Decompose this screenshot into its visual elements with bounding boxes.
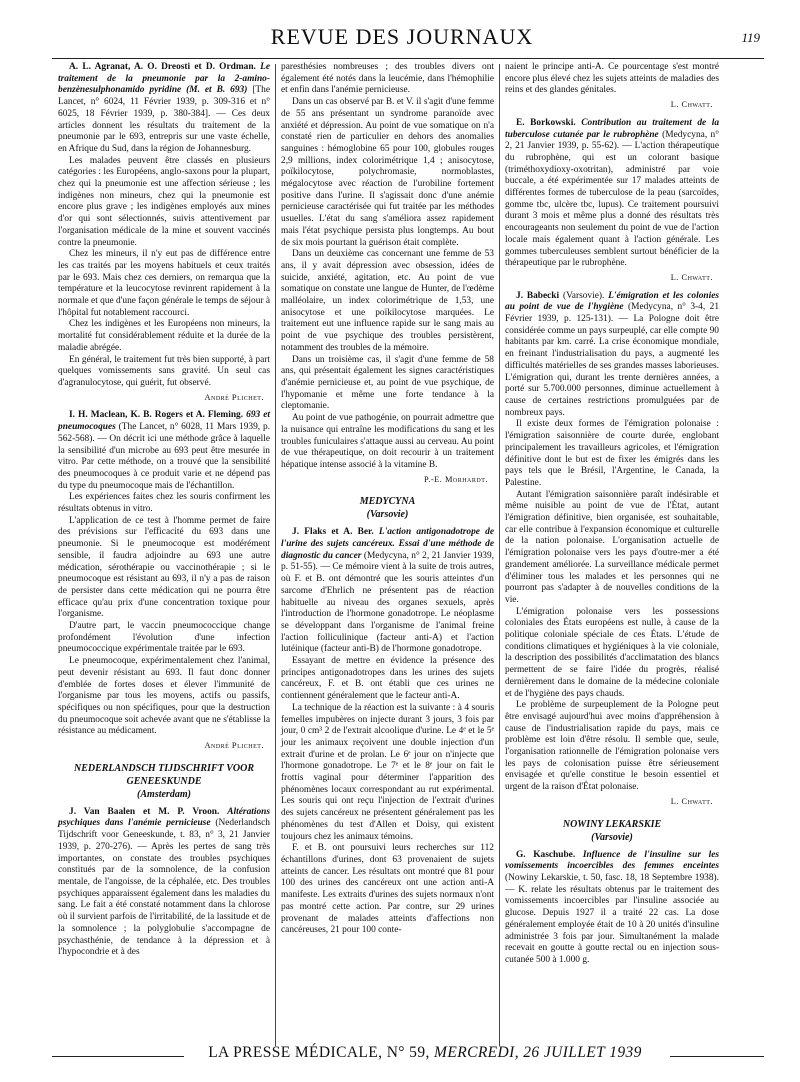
- article-van-baalen-cont: [281, 62, 494, 485]
- signature: André Plichet.: [204, 392, 264, 402]
- footer-journal: LA PRESSE MÉDICALE, N° 59,: [208, 1044, 430, 1061]
- article-text: Les expériences faites chez les souris confirment les résultats obtenus in vitro.: [58, 492, 270, 515]
- column-1: [58, 62, 270, 965]
- article-text: La technique de la réaction est la suivante : à 4 souris femelles impubères on injecte durant 3 jours, 3 fois par jour, 0 cm³ 2 de l'extrait alcoolique d'urine. Le 4ᵉ et le 5ᵉ jour les animaux reçoivent une double injection d'un extrait d'urine et de prolan. Le 6ᵉ jour on n'injecte que l'hormone gonadotrope. Le 7ᵉ et le 8ᵉ jour on fait le frottis vaginal pour déterminer l'apparition des phénomènes locaux correspondant au rut expérimental. Les souris qui ont reçu l'injection de l'extrait d'urines des sujets cancéreux ne présentent généralement pas les phénomènes du test d'Allen et Doisy, qui existent toujours chez les animaux témoins.: [281, 702, 494, 842]
- article-text: Chez les mineurs, il n'y eut pas de différence entre les cas traités par les moyens habituels et ceux traités par le 693. Mais chez ces derniers, on remarqua que la température et la leucocytose revinrent rapidement à la normale et que d'une façon générale le temps de séjour à l'hôpital fut notablement raccourci.: [58, 249, 271, 318]
- article-flaks-cont: [505, 62, 719, 111]
- article-text: Les malades peuvent être classés en plusieurs catégories : les Européens, anglo-saxons pour la plupart, chez qui la pneumonie est une affection sérieuse ; les indigènes non mineurs, chez qui la pneumonie est encore plus grave ; les indigènes employés aux mines d'or qui sont sélectionnés, suivis attentivement par l'organisation médicale de la mine et souvent vaccinés contre la pneumonie.: [58, 155, 270, 248]
- column-divider: [499, 64, 500, 1046]
- article-text: En général, le traitement fut très bien supporté, à part quelques vomissements sans gravité. Un seul cas d'agranulocytose, qui guérit, fut observé.: [58, 354, 270, 388]
- article-maclean: [58, 410, 270, 751]
- article-agranat: [58, 62, 270, 403]
- article-kaschube: [505, 850, 719, 967]
- article-text: Dans un troisième cas, il s'agit d'une femme de 58 ans, qui présentait également les signes caractéristiques d'anémie pernicieuse et, au point de vue psychique, de l'hypomanie et même une forte tendance à la cleptomanie.: [281, 354, 494, 412]
- article-text: Autant l'émigration saisonnière paraît indésirable et même nuisible au point de vue de l'État, autant l'émigration définitive, bien organisée, est souhaitable, car elle contribue à l'expansion économique et culturelle de la nation polonaise. L'organisation actuelle de l'émigration polonaise vers les pays d'outre-mer a été grandement améliorée. La surveillance médicale permet d'éliminer tous les malades et les personnes qui ne pourront pas s'adapter à de nouvelles conditions de la vie.: [505, 489, 719, 605]
- article-text: (Medycyna, n° 3-4, 21 Février 1939, p. 125-131). — La Pologne doit être considérée comme un pays surpeuplé, car elle compte 90 habitants par km. carré. La crise économique mondiale, en freinant l'industrialisation du pays, a augmenté les difficultés matérielles de ses grandes masses laborieuses. L'émigration qui, durant les trente dernières années, a porté sur 5.700.000 personnes, diminue actuellement à cause de certaines restrictions promulguées par de nombreux pays.: [505, 302, 720, 418]
- article-text: Chez les indigènes et les Européens non mineurs, la mortalité fut considérablement réduite et la durée de la maladie abrégée.: [58, 319, 270, 353]
- article-text: Dans un cas observé par B. et V. il s'agit d'une femme de 55 ans présentant un syndrome paranoïde avec anxiété et dépression. Au point de vue somatique on n'a constaté rien de particulier en dehors des anomalies sanguines : hémoglobine 65 pour 100, globules rouges 2,9 millions, index colorimétrique 1,4 ; anisocytose, poïkilocytose, polychromasie, normoblastes, mégalocytose avec réaction de l'urobiline fortement positive dans l'urine. Il s'agissait donc d'une anémie pernicieuse caractérisée qui fut traitée par les méthodes usuelles. L'état du sang s'améliora assez rapidement mais l'état psychique persista plus longtemps. Au bout de six mois pourtant la guérison était complète.: [281, 97, 494, 248]
- journal-heading: [505, 818, 719, 844]
- article-text: Il existe deux formes de l'émigration polonaise : l'émigration saisonnière de courte durée, englobant principalement les travailleurs agricoles, et l'émigration définitive dont le but est de fixer les émigrés dans les pays tels que le Brésil, l'Argentine, le Canada, la Palestine.: [505, 419, 719, 488]
- journal-place: (Varsovie): [591, 831, 633, 843]
- article-text: (The Lancet, n° 6028, 11 Mars 1939, p. 562-568). — On décrit ici une méthode grâce à laquelle la sensibilité d'un microbe au 693 peut être mesurée in vitro. Par cette méthode, on a trouvé que la sensibilité des pneumocoques à ce produit varie et ne dépend pas du type du pneumocoque mais de l'échantillon.: [58, 422, 271, 491]
- running-title: REVUE DES JOURNAUX: [270, 24, 534, 49]
- header-rule: [52, 58, 764, 59]
- signature: P.-E. Morhardt.: [424, 474, 488, 484]
- article-title: Contribution au traitement de la tuberculose cutanée par le rubrophène: [505, 117, 720, 140]
- column-divider: [275, 64, 276, 1046]
- journal-place: (Amsterdam): [137, 788, 191, 800]
- signature: L. Chwatt.: [670, 100, 713, 110]
- article-text: L'application de ce test à l'homme permet de faire des prévisions sur l'efficacité du 693 dans une pneumonie. Si le pneumocoque est modérément sensible, il faudra adjoindre au 693 une autre médication, sérothérapie ou vaccinothérapie ; si le pneumocoque est résistant au 693, il n'y a pas de raison de persister dans cette médication qui ne pourra être efficace qu'au prix d'une concentration toxique pour l'organisme.: [58, 515, 270, 620]
- article-borkowski: [505, 118, 719, 284]
- signature: L. Chwatt.: [670, 272, 713, 282]
- article-flaks: [281, 527, 494, 937]
- page-header: [40, 14, 764, 54]
- article-authors: G. Kaschube.: [516, 849, 576, 860]
- article-text: Dans un deuxième cas concernant une femme de 53 ans, il y avait dépression avec obsession, idées de suicide, anxiété, agitation, etc. Au point de vue somatique on constate une langue de Hunter, de l'œdème malléolaire, un index colorimétrique de 1,53, une anisocytose et une poïkilocytose marquées. Le traitement eut une influence rapide sur le sang mais au point de vue psychique des troubles persistèrent, notamment des troubles de la mémoire.: [281, 249, 494, 353]
- footer-date: MERCREDI, 26 JUILLET 1939: [434, 1044, 642, 1061]
- article-authors: J. Flaks et A. Ber.: [292, 527, 374, 538]
- article-text: D'autre part, le vaccin pneumococcique change profondément l'évolution d'une infection pneumococcique expérimentale traitée par le 693.: [58, 621, 270, 655]
- article-text: F. et B. ont poursuivi leurs recherches sur 112 échantillons d'urines, dont 63 provenaient de sujets atteints de cancer. Les résultats ont montré que 81 pour 100 des urines des cancéreux ont une action anti-A manifeste. Les extraits d'urines des sujets normaux n'ont pas montré cette action. Par contre, sur 29 urines provenant de malades atteints d'affections non cancéreuses, 21 pour 100 conte-: [281, 843, 494, 936]
- article-text: L'émigration polonaise vers les possessions coloniales des États européens est nulle, à cause de la politique coloniale spéciale de ces États. L'étude de conditions climatiques et hygiéniques à la vie coloniale, la description des possibilités d'acclimatation des blancs permettent de se faire l'idée du progrès, réalisé dernièrement dans le domaine de la médecine coloniale et de l'hygiène des pays chauds.: [505, 606, 719, 699]
- article-title: 693 et pneumocoques: [58, 410, 270, 433]
- column-3: [505, 62, 719, 973]
- article-authors: E. Borkowski.: [516, 117, 576, 128]
- journal-place: (Varsovie): [366, 509, 409, 521]
- article-text: (Medycyna, n° 2, 21 Janvier 1939, p. 55-62). — L'action thérapeutique du rubrophène, qui est un colorant basique (triméthoxydioxy-oxotritan), administré par voie buccale, a été expérimentée sur 17 malades atteints de différentes formes de tuberculose de la peau (sarcoïdes, gomme tbc, ulcère tbc, lupus). Ce traitement poursuivi durant 3 mois et même plus a donné des résultats très encourageants non seulement du point de vue de l'action locale mais également quant à l'action générale. Les gommes tuberculeuses semblent surtout bénéficier de la thérapeutique par le rubrophène.: [505, 129, 719, 269]
- article-van-baalen: [58, 807, 270, 959]
- article-title: L'action antigonadotrope de l'urine des sujets cancéreux. Essai d'une méthode de diagnostic du cancer: [281, 527, 494, 561]
- article-text: Le problème de surpeuplement de la Pologne peut être envisagé aujourd'hui avec moins d'appréhension à cause de l'industrialisation rapide du pays, mais ce problème est loin d'être résolu. Il semble que, seule, l'organisation rationnelle de l'émigration polonaise vers les pays de colonisation puisse être sérieusement envisagée et qu'elle constitue le besoin essentiel et urgent de la raison d'État polonaise.: [505, 700, 719, 793]
- article-text: naient le principe anti-A. Ce pourcentage s'est montré encore plus élevé chez les sujets atteints de maladies des reins et des glandes génitales.: [505, 62, 719, 96]
- article-authors: J. Babecki: [516, 290, 560, 301]
- article-title: Altérations psychiques dans l'anémie pernicieuse: [58, 806, 271, 829]
- article-title: L'émigration et les colonies au point de vue de l'hygiène: [505, 290, 720, 313]
- article-title: Influence de l'insuline sur les vomissements incoercibles des femmes enceintes: [505, 849, 720, 872]
- article-text: [The Lancet, n° 6024, 11 Février 1939, p. 309-316 et n° 6025, 18 Février 1939, p. 380-384]. — Ces deux articles donnent les résultats du traitement de la pneumonie par le 693, entrepris sur une vaste échelle, en Afrique du Sud, dans la région de Johannesburg.: [58, 85, 271, 154]
- article-authors: I. H. Maclean, K. B. Rogers et A. Fleming.: [69, 410, 244, 421]
- journal-name: NOWINY LEKARSKIE: [562, 818, 662, 830]
- page-number: 119: [741, 30, 760, 45]
- signature: L. Chwatt.: [670, 796, 713, 806]
- article-text: paresthésies nombreuses ; des troubles divers ont également été notés dans la leucémie, dans l'hémophilie et enfin dans l'anémie pernicieuse.: [281, 62, 494, 96]
- article-text: Au point de vue pathogénie, on pourrait admettre que la nuisance qui entraîne les modifications du sang et les troubles funiculaires s'attaque aussi au cerveau. Au point de vue thérapeutique, on doit recourir à un traitement hépatique intense associé à la vitamine B.: [281, 413, 494, 470]
- article-place: (Varsovie).: [562, 290, 605, 301]
- journal-heading: [281, 495, 494, 521]
- article-text: Le pneumocoque, expérimentalement chez l'animal, peut devenir résistant au 693. Il faut donc donner d'emblée de fortes doses et élever l'immunité de l'organisme par tous les moyens, actifs ou passifs, spécifiques ou non spécifiques, pour que la destruction du pneumocoque soit achevée avant que ne s'établisse la résistance au médicament.: [58, 656, 270, 737]
- article-text: Essayant de mettre en évidence la présence des principes antigonadotropes dans les urines des sujets cancéreux, F. et B. ont établi que ces urines ne contiennent généralement que le facteur anti-A.: [281, 656, 494, 702]
- column-2: [281, 62, 494, 943]
- article-text: (Nowiny Lekarskie, t. 50, fasc. 18, 18 Septembre 1938). — K. relate les résultats obtenus par le traitement des vomissements incoercibles par l'insuline associée au glucose. Depuis 1927 il a traité 22 cas. La dose généralement employée était de 10 à 20 unités d'insuline administrée 3 fois par jour. Simultanément la malade recevait en goutte à goutte rectal ou en injection sous-cutanée 500 à 1.000 g.: [505, 873, 719, 965]
- article-authors: J. Van Baalen et M. P. Vroon.: [69, 806, 220, 817]
- article-text: (Medycyna, n° 2, 21 Janvier 1939, p. 51-55). — Ce mémoire vient à la suite de trois autres, où F. et B. ont démontré que les souris atteintes d'un sarcome d'Ehrlich ne présentent pas de réaction habituelle au niveau des organes sexuels, après l'introduction de l'hormone gonadotrope. Le néoplasme se développant dans l'organisme de l'animal freine l'action folliculinique (facteur anti-A) et l'action lutéinique (facteur anti-B) de l'hormone gonadotrope.: [281, 550, 495, 655]
- journal-name: NEDERLANDSCH TIJDSCHRIFT VOOR GENEESKUNDE: [73, 762, 255, 787]
- journal-name: MEDYCYNA: [359, 496, 416, 508]
- footer-rule: [670, 1056, 764, 1057]
- page-footer: [40, 1044, 764, 1068]
- article-title: Le traitement de la pneumonie par la 2-amino-benzènesulphonamido pyridine (M. et B. 693): [58, 62, 271, 96]
- journal-heading: [58, 762, 270, 801]
- footer-rule: [52, 1056, 184, 1057]
- article-text: (Nederlandsch Tijdschrift voor Geneeskunde, t. 83, n° 3, 21 Janvier 1939, p. 270-276). — Après les pertes de sang très importantes, on constate des troubles psychiques constitués par de la somnolence, de la confusion mentale, de l'angoisse, de la céphalée, etc. Des troubles psychiques apparaissent également dans les maladies du sang. Le fait a été constaté notamment dans la chlorose où il survient parfois de l'irritabilité, de la lassitude et de la somnolence ; la polyglobulie s'accompagne de psychasthénie, de tendance à la dépression et à l'hypocondrie et à des: [58, 818, 270, 958]
- signature: André Plichet.: [204, 741, 264, 751]
- footer-text: [190, 1044, 660, 1062]
- article-authors: A. L. Agranat, A. O. Dreosti et D. Ordman.: [69, 62, 256, 72]
- article-babecki: [505, 291, 719, 808]
